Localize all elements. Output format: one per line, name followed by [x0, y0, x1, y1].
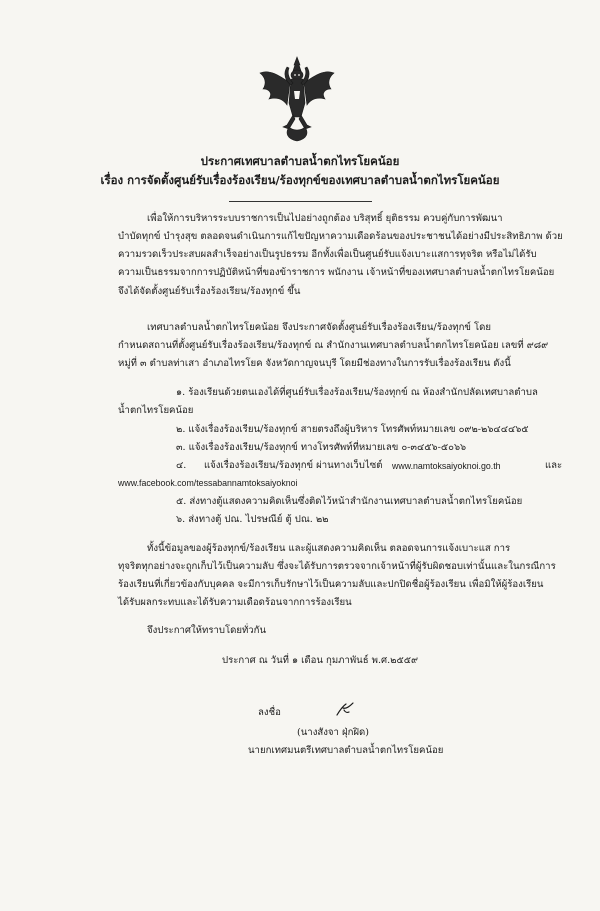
handwritten-signature: [334, 700, 356, 718]
signatory-name: (นางสังจา ฝุ่กฝิด): [297, 727, 369, 738]
channel-item-3: ๓. แจ้งเรื่องร้องเรียน/ร้องทุกข์ ทางโทรศัพท์ที่หมายเลข ๐-๓๔๕๖-๕๐๖๖: [176, 442, 467, 453]
header-divider: [229, 201, 372, 202]
channel-item-2: ๒. แจ้งเรื่องร้องเรียน/ร้องทุกข์ สายตรงถึงผู้บริหาร โทรศัพท์หมายเลข ๐๙๒-๒๖๔๔๔๖๕: [176, 424, 529, 435]
website-link[interactable]: www.namtoksaiyoknoi.go.th: [392, 461, 501, 471]
paragraph-1-line: ความเป็นธรรมจากการปฏิบัติหน้าที่ของข้าราชการ พนักงาน เจ้าหน้าที่ของเทศบาลตำบลน้ำตกไทรโยคน้อย: [118, 267, 555, 278]
garuda-emblem-icon: [257, 55, 337, 143]
channel-item-1: ๑. ร้องเรียนด้วยตนเองได้ที่ศูนย์รับเรื่องร้องเรียน/ร้องทุกข์ ณ ห้องสำนักปลัดเทศบาลตำบล: [176, 387, 538, 398]
paragraph-3-line: ทั้งนี้ข้อมูลของผู้ร้องทุกข์/ร้องเรียน และผู้แสดงความคิดเห็น ตลอดจนการแจ้งเบาะแส การ: [147, 543, 511, 554]
sign-label: ลงชื่อ: [258, 707, 281, 718]
paragraph-3-line: ทุจริตทุกอย่างจะถูกเก็บไว้เป็นความลับ ซึ่งจะได้รับการตรวจจากเจ้าหน้าที่ผู้รับผิดชอบเท่านั้นและในกรณีการ: [118, 561, 556, 572]
paragraph-1-line: เพื่อให้การบริหารระบบราชการเป็นไปอย่างถูกต้อง บริสุทธิ์ ยุติธรรม ควบคู่กับการพัฒนา: [147, 213, 503, 224]
paragraph-2-line: เทศบาลตำบลน้ำตกไทรโยคน้อย จึงประกาศจัดตั้งศูนย์รับเรื่องร้องเรียน/ร้องทุกข์ โดย: [147, 322, 492, 333]
channel-item-5: ๕. ส่งทางตู้แสดงความคิดเห็นซึ่งติดไว้หน้าสำนักงานเทศบาลตำบลน้ำตกไทรโยคน้อย: [176, 496, 523, 507]
paragraph-2-line: กำหนดสถานที่ตั้งศูนย์รับเรื่องร้องเรียน/ร้องทุกข์ ณ สำนักงานเทศบาลตำบลน้ำตกไทรโยคน้อย เลขที่ ๙๘๙: [118, 340, 549, 351]
announcement-date: ประกาศ ณ วันที่ ๑ เดือน กุมภาพันธ์ พ.ศ.๒๕๕๙: [222, 655, 419, 666]
channel-item-4-and: และ: [545, 460, 563, 471]
announcement-title: ประกาศเทศบาลตำบลน้ำตกไทรโยคน้อย: [200, 154, 400, 168]
paragraph-3-line: ร้องเรียนที่เกี่ยวข้องกับบุคคล จะมีการเก็บรักษาไว้เป็นความลับและปกปิดชื่อผู้ร้องเรียน เพื่อมิให้ผู้ร้องเรียน: [118, 579, 544, 590]
signatory-position: นายกเทศมนตรีเทศบาลตำบลน้ำตกไทรโยคน้อย: [248, 745, 444, 756]
paragraph-1-line: จึงได้จัดตั้งศูนย์รับเรื่องร้องเรียน/ร้องทุกข์ ขึ้น: [118, 286, 301, 297]
channel-item-6: ๖. ส่งทางตู้ ปณ. ไปรษณีย์ ตู้ ปณ. ๒๒: [176, 514, 329, 525]
channel-item-1-continued: น้ำตกไทรโยคน้อย: [118, 405, 194, 416]
paragraph-1-line: บำบัดทุกข์ บำรุงสุข ตลอดจนดำเนินการแก้ไขปัญหาความเดือดร้อนของประชาชนได้อย่างมีประสิทธิภาพ ด้วย: [118, 231, 563, 242]
paragraph-1-line: ความรวดเร็วประสบผลสำเร็จอย่างเป็นรูปธรรม อีกทั้งเพื่อเป็นศูนย์รับแจ้งเบาะแสการทุจริต หรือไม่ได้รับ: [118, 249, 537, 260]
paragraph-3-line: ได้รับผลกระทบและได้รับความเดือดร้อนจากการร้องเรียน: [118, 597, 352, 608]
announcement-subject: เรื่อง การจัดตั้งศูนย์รับเรื่องร้องเรียน/ร้องทุกข์ของเทศบาลตำบลน้ำตกไทรโยคน้อย: [100, 173, 500, 187]
closing-statement: จึงประกาศให้ทราบโดยทั่วกัน: [147, 625, 267, 636]
facebook-link[interactable]: www.facebook.com/tessabannamtoksaiyoknoi: [118, 478, 298, 488]
paragraph-2-line: หมู่ที่ ๓ ตำบลท่าเสา อำเภอไทรโยค จังหวัดกาญจนบุรี โดยมีช่องทางในการรับเรื่องร้องเรียน ดังนี้: [118, 358, 511, 369]
channel-item-4-number: ๔.: [176, 460, 187, 471]
channel-item-4-text: แจ้งเรื่องร้องเรียน/ร้องทุกข์ ผ่านทางเว็บไซต์: [204, 460, 383, 471]
